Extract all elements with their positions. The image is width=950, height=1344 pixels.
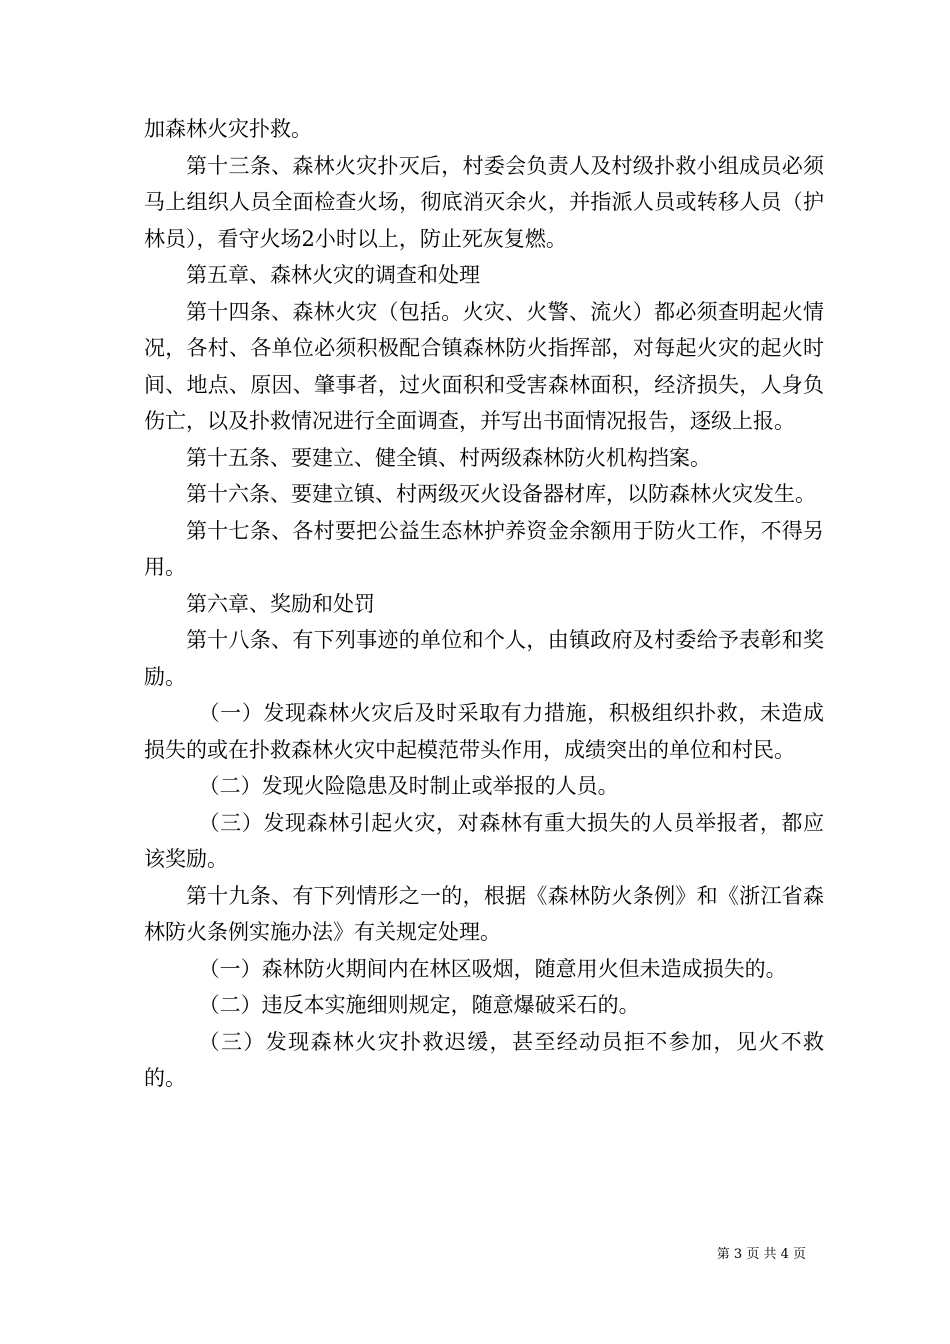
- article-17: 第十七条、各村要把公益生态林护养资金余额用于防火工作，不得另用。: [144, 518, 824, 579]
- paragraph: 加森林火灾扑救。: [144, 117, 312, 141]
- article-19-item-2: （二）违反本实施细则规定，随意爆破采石的。: [198, 993, 640, 1017]
- article-18-item-3: （三）发现森林引起火灾，对森林有重大损失的人员举报者，都应该奖励。: [144, 810, 824, 871]
- chapter-5-heading: 第五章、森林火灾的调查和处理: [186, 263, 480, 287]
- article-19-item-1: （一）森林防火期间内在林区吸烟，随意用火但未造成损失的。: [198, 956, 787, 981]
- document-body: [144, 111, 824, 1097]
- chapter-6-heading: 第六章、奖励和处罚: [186, 591, 375, 616]
- article-18-item-1: （一）发现森林火灾后及时采取有力措施，积极组织扑救，未造成损失的或在扑救森林火灾中起模范带头作用，成绩突出的单位和村民。: [144, 701, 824, 762]
- article-13: 第十三条、森林火灾扑灭后，村委会负责人及村级扑救小组成员必须马上组织人员全面检查火场，彻底消灭余火，并指派人员或转移人员（护林员），看守火场2小时以上，防止死灰复燃。: [144, 153, 824, 251]
- article-18: 第十八条、有下列事迹的单位和个人，由镇政府及村委给予表彰和奖励。: [144, 628, 824, 689]
- article-15: 第十五条、要建立、健全镇、村两级森林防火机构挡案。: [186, 445, 711, 470]
- article-19-item-3: （三）发现森林火灾扑救迟缓，甚至经动员拒不参加，见火不救的。: [144, 1029, 824, 1090]
- article-14: 第十四条、森林火灾（包括。火灾、火警、流火）都必须查明起火情况，各村、各单位必须积极配合镇森林防火指挥部，对每起火灾的起火时间、地点、原因、肇事者，过火面积和受害森林面积，经济损失，人身负伤亡，以及扑救情况进行全面调查，并写出书面情况报告，逐级上报。: [144, 299, 824, 433]
- page-number: 第 3 页 共 4 页: [716, 1247, 806, 1262]
- article-16: 第十六条、要建立镇、村两级灭火设备器材库，以防森林火灾发生。: [186, 482, 816, 506]
- article-19: 第十九条、有下列情形之一的，根据《森林防火条例》和《浙江省森林防火条例实施办法》有关规定处理。: [144, 883, 824, 944]
- article-18-item-2: （二）发现火险隐患及时制止或举报的人员。: [198, 774, 619, 798]
